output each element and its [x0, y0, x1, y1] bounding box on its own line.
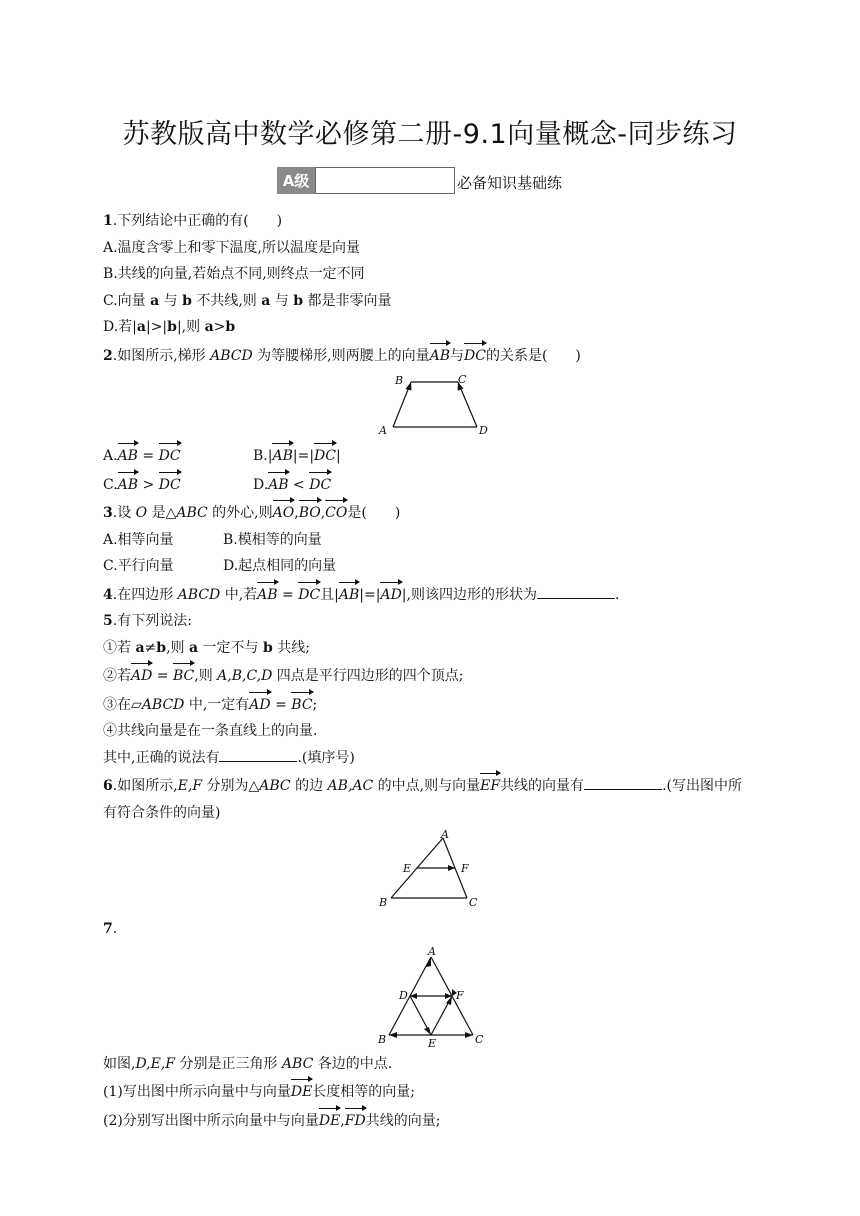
q5-statement-3: [103, 690, 763, 719]
q1-stem: [103, 208, 763, 235]
text: 为等腰梯形,则两腰上的向量: [252, 347, 430, 364]
text: ,则: [194, 668, 218, 684]
text: C.: [103, 476, 118, 493]
q3-number: 3: [103, 505, 113, 521]
label-f: F: [456, 988, 464, 1002]
q6-stem-line2: 有符合条件的向量): [103, 804, 221, 821]
point-o: O: [135, 505, 148, 521]
triangle-name: △ABC: [165, 505, 208, 521]
q5-statement-4: ④共线向量是在一条直线上的向量.: [103, 723, 318, 739]
q3-option-c: C.平行向量: [103, 558, 174, 574]
vector-ad: AD: [380, 580, 401, 609]
sides: AB,AC: [327, 778, 374, 794]
text: 共线的向量;: [365, 1112, 441, 1129]
q1-option-d: [103, 314, 763, 341]
q6-stem: [103, 771, 763, 800]
q3-option-a: A.相等向量: [103, 531, 174, 548]
text: ③在▱: [103, 696, 142, 713]
q7-description: [103, 1051, 763, 1078]
label-c: C: [458, 373, 467, 386]
text: |=|: [292, 448, 315, 464]
text: 共线的向量有: [500, 778, 585, 794]
arrow-de-icon: [424, 1027, 431, 1035]
q4-answer-blank[interactable]: [537, 584, 615, 599]
q2-options-cd: [103, 470, 763, 499]
triangle-name: △ABC: [248, 778, 291, 794]
q2-options-ab: [103, 441, 763, 470]
label-e: E: [403, 862, 412, 875]
q2-option-a: [103, 441, 253, 470]
q5-ask: [103, 745, 763, 772]
text: 中,一定有: [184, 696, 250, 713]
text: 分别是正三角形: [175, 1055, 282, 1072]
vector-b: b: [262, 639, 273, 656]
text: ,: [320, 505, 326, 521]
vector-dc: DC: [159, 470, 181, 499]
q5-statement-1: [103, 635, 763, 662]
text: 的关系是( ): [485, 347, 581, 364]
shape-name: ABCD: [210, 347, 253, 364]
text: ≠: [144, 639, 157, 656]
q6-number: 6: [103, 778, 113, 794]
text: D.: [253, 476, 269, 493]
text: 共线;: [272, 639, 310, 656]
vector-bc: BC: [173, 661, 194, 690]
level-header: [277, 164, 562, 194]
q4-stem: [103, 580, 763, 609]
text: ,: [340, 1112, 345, 1129]
vector-b: b: [293, 292, 304, 309]
text: 的边: [290, 778, 328, 794]
vector-ao: AO: [273, 498, 295, 527]
text: .如图所示,: [112, 778, 178, 794]
q2-option-d: [253, 470, 331, 499]
vector-dc: DC: [159, 441, 181, 470]
text: 分别为: [202, 778, 249, 794]
vector-de: DE: [319, 1106, 340, 1135]
q4-number: 4: [103, 586, 113, 603]
q5-statement-2: [103, 661, 763, 690]
q2-option-b: [253, 441, 341, 470]
text: >: [138, 476, 159, 493]
vector-ab: AB: [339, 580, 359, 609]
q5-stem: [103, 608, 763, 635]
vector-de: DE: [291, 1077, 312, 1106]
vector-bc: BC: [291, 690, 312, 719]
q7-part-2: [103, 1106, 763, 1135]
text: .在四边形: [112, 586, 178, 603]
text: ;: [312, 696, 318, 713]
vector-ad: AD: [131, 661, 152, 690]
text: ,: [294, 505, 299, 521]
q2-stem: [103, 341, 763, 370]
q3-options-cd: [103, 553, 763, 580]
q7-stem: [103, 916, 763, 943]
vector-dc: DC: [298, 580, 320, 609]
text: 四点是平行四边形的四个顶点;: [272, 668, 464, 684]
vector-ab: AB: [118, 470, 138, 499]
points: E,F: [177, 778, 203, 794]
label-a: A: [428, 946, 436, 958]
q1-stem-text: .下列结论中正确的有( ): [112, 213, 283, 229]
text: C.向量: [103, 292, 151, 309]
vector-ad: AD: [249, 690, 270, 719]
label-e: E: [428, 1036, 437, 1047]
q6-answer-blank[interactable]: [584, 775, 662, 790]
vector-b: b: [225, 319, 236, 335]
vector-ab: AB: [268, 470, 288, 499]
points: A,B,C,D: [217, 668, 273, 684]
q7-number: 7: [103, 921, 113, 937]
text: .有下列说法:: [112, 613, 192, 629]
vector-a: a: [261, 292, 271, 309]
text: >: [213, 319, 226, 335]
arrow-da-icon: [426, 957, 431, 967]
vector-fd: FD: [345, 1106, 366, 1135]
text: =: [137, 448, 159, 464]
text: 的中点,则与向量: [373, 778, 481, 794]
text: .: [614, 586, 620, 603]
q3-stem: [103, 498, 763, 527]
q2-option-c: [103, 470, 253, 499]
text: =: [152, 668, 173, 684]
text: |=|: [359, 586, 381, 603]
text: 的外心,则: [207, 505, 273, 521]
label-f: F: [461, 862, 469, 875]
text: 如图,: [103, 1055, 136, 1072]
text: .(填序号): [297, 749, 355, 766]
label-b: B: [395, 374, 404, 387]
text: 且|: [320, 586, 339, 603]
q1-option-a: A.温度含零上和零下温度,所以温度是向量: [103, 239, 361, 256]
text: |,则: [176, 319, 205, 335]
question-list: [103, 208, 763, 1134]
vector-a: a: [204, 319, 214, 335]
label-a: A: [441, 830, 449, 841]
text: 与: [270, 292, 294, 309]
q3-option-d: D.起点相同的向量: [223, 558, 337, 574]
vector-a: a: [136, 319, 146, 335]
vector-dc: DC: [464, 341, 486, 370]
text: 与: [159, 292, 183, 309]
text: =: [270, 696, 292, 713]
vector-co: CO: [325, 498, 347, 527]
points: D,E,F: [135, 1055, 176, 1072]
label-d: D: [479, 424, 488, 437]
text: 都是非零向量: [303, 292, 392, 309]
text: |,则该四边形的形状为: [401, 586, 537, 603]
text: D.若|: [103, 319, 137, 335]
text: .设: [112, 505, 136, 521]
text: |: [335, 448, 341, 464]
label-c: C: [469, 896, 478, 909]
text: A.: [103, 448, 118, 464]
text: =: [277, 586, 299, 603]
vector-ef: EF: [480, 771, 500, 800]
text: .(写出图中所: [662, 778, 742, 794]
q1-number: 1: [103, 213, 113, 229]
text: (2)分别写出图中所示向量中与向量: [103, 1112, 319, 1129]
vector-a: a: [188, 639, 199, 656]
q6-triangle-figure: [103, 830, 763, 912]
q7-part-1: [103, 1077, 763, 1106]
vector-ab: AB: [257, 580, 277, 609]
vector-ab: AB: [118, 441, 138, 470]
text: (1)写出图中所示向量中与向量: [103, 1084, 291, 1100]
q7-triangle-figure: [103, 947, 763, 1047]
level-text: 必备知识基础练: [457, 174, 563, 192]
q3-option-b: B.模相等的向量: [223, 531, 322, 548]
text: 是( ): [347, 505, 401, 521]
shape-name: ABCD: [177, 586, 221, 603]
vector-a: a: [150, 292, 160, 309]
text: 是: [147, 505, 166, 521]
q2-number: 2: [103, 347, 113, 364]
q5-answer-blank[interactable]: [219, 747, 297, 762]
vector-b: b: [182, 292, 192, 309]
level-box: [315, 167, 455, 194]
triangle-name: ABC: [281, 1055, 314, 1072]
text: 各边的中点.: [313, 1055, 393, 1072]
label-c: C: [475, 1032, 484, 1046]
vector-dc: DC: [309, 470, 331, 499]
text: <: [288, 476, 310, 493]
text: ②若: [103, 668, 131, 684]
text: B.|: [253, 448, 273, 464]
vector-bo: BO: [299, 498, 321, 527]
text: 其中,正确的说法有: [103, 749, 220, 766]
vector-dc: DC: [314, 441, 336, 470]
label-b: B: [379, 896, 388, 909]
shape-name: ABCD: [141, 696, 185, 713]
text: .: [112, 921, 118, 937]
label-b: B: [378, 1032, 387, 1046]
vector-a: a: [135, 639, 145, 656]
q1-option-b: B.共线的向量,若始点不同,则终点一定不同: [103, 266, 365, 282]
page-title: 苏教版高中数学必修第二册-9.1向量概念-同步练习: [122, 119, 738, 150]
text: ①若: [103, 639, 136, 656]
q5-number: 5: [103, 613, 113, 629]
vector-ab: AB: [272, 441, 292, 470]
text: ,则: [166, 639, 189, 656]
text: 一定不与: [198, 639, 263, 656]
label-d: D: [399, 988, 408, 1002]
level-badge: A级: [277, 167, 315, 194]
text: |>|: [145, 319, 168, 335]
vector-b: b: [167, 319, 177, 335]
q1-option-c: [103, 288, 763, 315]
text: .如图所示,梯形: [112, 347, 211, 364]
text: 长度相等的向量;: [312, 1084, 416, 1100]
label-a: A: [379, 424, 387, 437]
text: 与: [450, 347, 465, 364]
q2-trapezoid-figure: [103, 373, 763, 437]
vector-b: b: [156, 639, 167, 656]
text: 不共线,则: [191, 292, 262, 309]
vector-ab: AB: [430, 341, 450, 370]
q3-options-ab: [103, 527, 763, 554]
text: 中,若: [220, 586, 258, 603]
arrow-ab-icon: [406, 382, 412, 391]
